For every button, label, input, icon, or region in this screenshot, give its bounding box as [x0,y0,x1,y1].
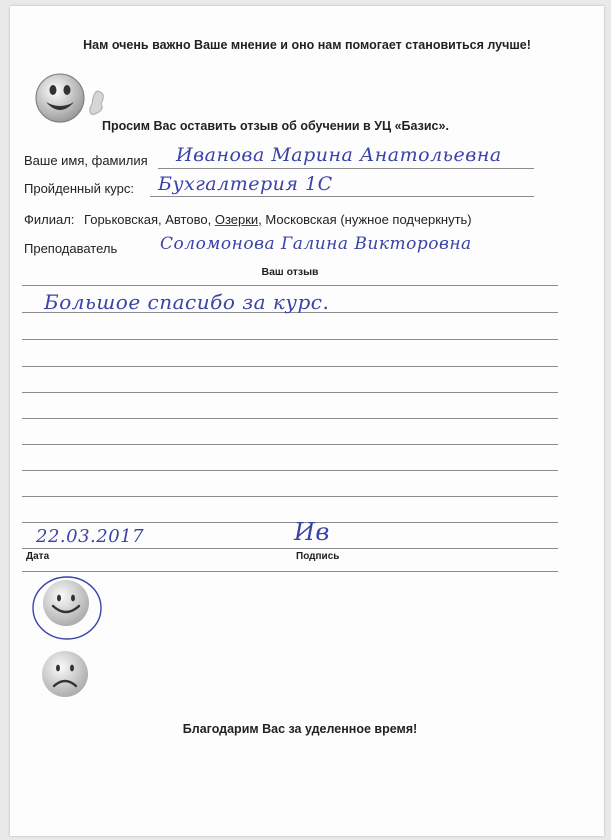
branch-option: Московская [265,212,337,227]
rating-sad [34,646,98,702]
date-value: 22.03.2017 [36,526,145,547]
branch-line [24,212,472,227]
name-underline [158,168,534,169]
date-label: Дата [26,551,50,562]
review-line [22,339,558,340]
date-signature-line [22,548,558,549]
teacher-value: Соломонова Галина Викторовна [160,234,472,254]
review-line [22,444,558,445]
branch-option-selected: Озерки, [214,212,262,227]
review-label: Ваш отзыв [261,266,319,278]
course-value: Бухгалтерия 1С [158,173,333,195]
signature-label: Подпись [296,551,340,562]
review-line [22,496,558,497]
signature-value: Ив [294,518,330,546]
form-header: Нам очень важно Ваше мнение и оно нам помогает становиться лучше! [83,38,531,52]
branch-option: Автово, [165,212,212,227]
feedback-form-sheet [10,6,604,836]
review-line [22,366,558,367]
course-label: Пройденный курс: [24,181,134,196]
teacher-label: Преподаватель [24,241,118,256]
review-line [22,285,558,286]
review-text: Большое спасибо за курс. [44,290,330,314]
course-underline [150,196,534,197]
form-footer: Благодарим Вас за уделенное время! [182,722,418,736]
branch-option: Горьковская, [84,212,162,227]
review-line [22,418,558,419]
review-line [22,522,558,523]
branch-note: (нужное подчеркнуть) [340,212,472,227]
form-request: Просим Вас оставить отзыв об обучении в УЦ «Базис». [102,119,449,133]
sad-face-icon [42,651,88,697]
name-label: Ваше имя, фамилия [24,153,148,168]
branch-label: Филиал: [24,212,75,227]
review-line [22,392,558,393]
rating-happy [28,572,108,644]
review-line [22,470,558,471]
smiley-face-icon [43,580,89,626]
name-value: Иванова Марина Анатольевна [176,144,502,166]
